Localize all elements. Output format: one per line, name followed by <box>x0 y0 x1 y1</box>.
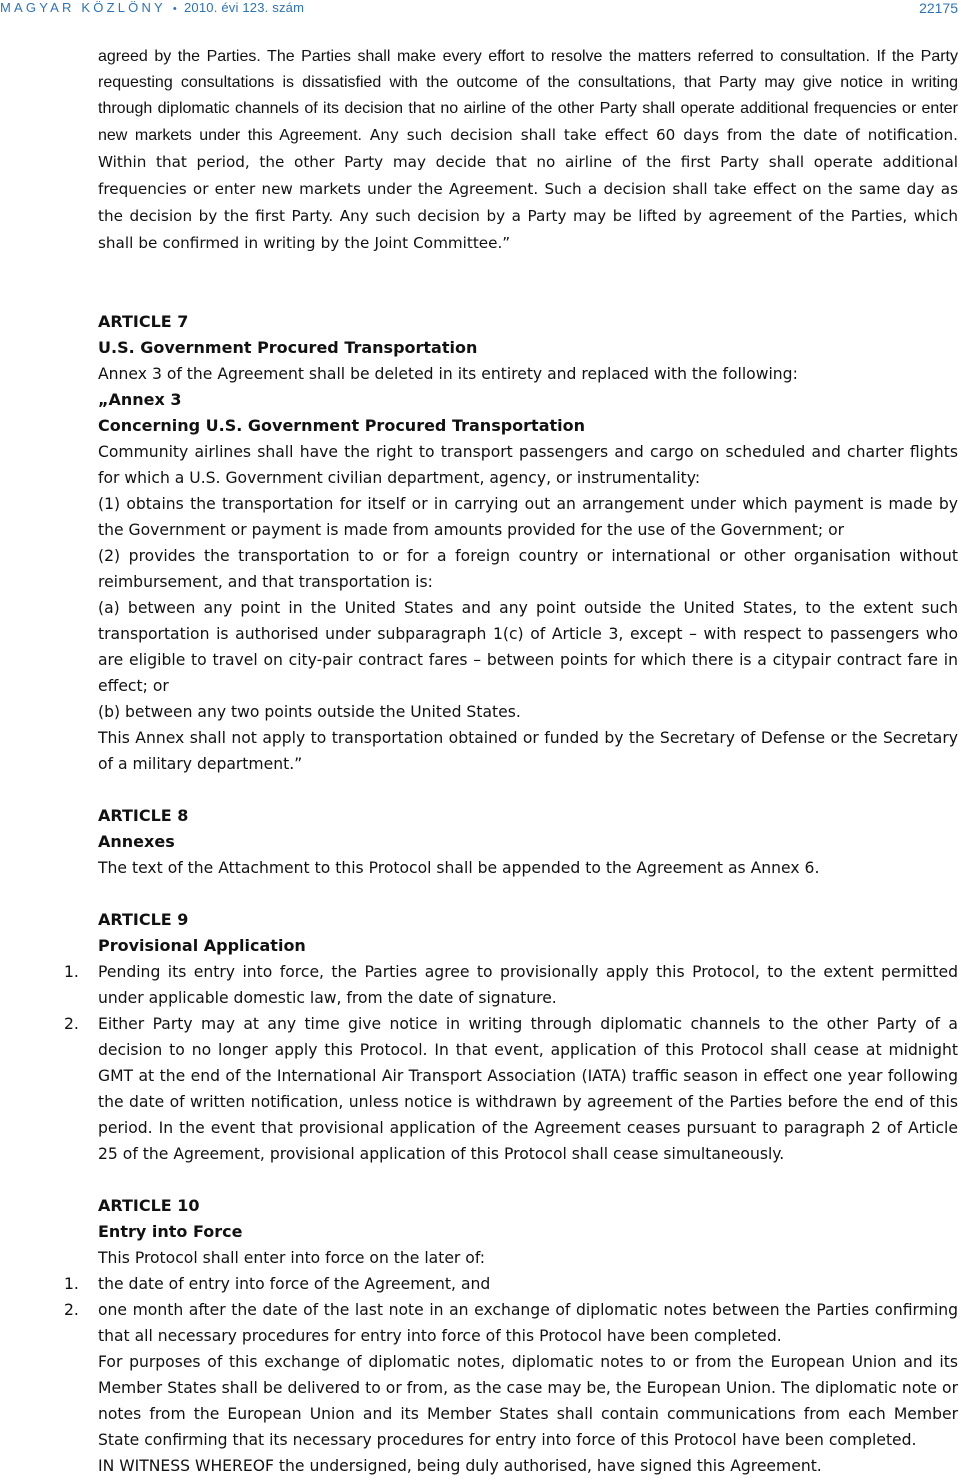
item-number: 1. <box>64 1275 79 1293</box>
journal-title: MAGYAR KÖZLÖNY <box>0 0 166 15</box>
annex-3-title: „Annex 3 <box>98 390 182 409</box>
annex-3-clause-2: (2) provides the transportation to or for a foreign country or international or other organisation without reimbursement, and that transportation is: <box>98 547 958 591</box>
article-10-paragraph: For purposes of this exchange of diplomatic notes, diplomatic notes to or from the European Union and its Member States shall be delivered to or from, as the case may be, the European Union. The diplomatic note or notes from the European Union and its Member States shall contain communications from each Member State confirming that its necessary procedures for entry into force of this Protocol have been completed. <box>98 1353 958 1449</box>
item-number: 1. <box>64 963 79 981</box>
witness-clause: IN WITNESS WHEREOF the undersigned, being duly authorised, have signed this Agreement. <box>98 1457 822 1475</box>
item-text: the date of entry into force of the Agreement, and <box>98 1275 491 1293</box>
running-head <box>0 0 304 17</box>
article-9-item <box>0 1011 958 1167</box>
article-8-number: ARTICLE 8 <box>98 806 189 825</box>
annex-3-clause-b: (b) between any two points outside the United States. <box>98 703 521 721</box>
spacer <box>0 777 958 803</box>
article-9-title: Provisional Application <box>98 936 306 955</box>
item-text: Either Party may at any time give notice in writing through diplomatic channels to the other Party of a decision to no longer apply this Protocol. In that event, application of this Protocol shall cease at midnight GMT at the end of the International Air Transport Association (IATA) traffic season in effect one year following the date of written notification, unless notice is withdrawn by agreement of the Parties before the end of this period. In the event that provisional application of the Agreement ceases pursuant to paragraph 2 of Article 25 of the Agreement, provisional application of this Protocol shall cease simultaneously. <box>98 1015 958 1163</box>
article-10-item <box>0 1297 958 1349</box>
article-8 <box>0 803 958 881</box>
continued-paragraph <box>0 44 958 257</box>
annex-3-paragraph: Community airlines shall have the right to transport passengers and cargo on scheduled and charter flights for which a U.S. Government civilian department, agency, or instrumentality: <box>98 443 958 487</box>
article-8-title: Annexes <box>98 832 175 851</box>
article-10-item <box>0 1271 958 1297</box>
annex-3-exclusion: This Annex shall not apply to transportation obtained or funded by the Secretary of Defense or the Secretary of a military department.” <box>98 729 958 773</box>
spacer <box>0 283 958 309</box>
page-number: 22175 <box>919 0 958 16</box>
continued-paragraph-part2: Any such decision shall take effect 60 days from the date of notification. Within that period, the other Party may decide that no airline of the first Party shall operate additional frequencies or enter new markets under the Agreement. Such a decision shall take effect on the same day as the decision by the first Party. Any such decision by a Party may be lifted by agreement of the Parties, which shall be confirmed in writing by the Joint Committee.” <box>98 126 958 252</box>
article-7-number: ARTICLE 7 <box>98 312 189 331</box>
issue-label: 2010. évi 123. szám <box>183 0 305 15</box>
item-text: Pending its entry into force, the Parties agree to provisionally apply this Protocol, to the extent permitted under applicable domestic law, from the date of signature. <box>98 963 958 1007</box>
article-9-number: ARTICLE 9 <box>98 910 189 929</box>
annex-3-clause-1: (1) obtains the transportation for itself or in carrying out an arrangement under which payment is made by the Government or payment is made from amounts provided for the use of the Government; or <box>98 495 958 539</box>
article-9 <box>0 907 958 1167</box>
article-7 <box>0 309 958 777</box>
article-10-number: ARTICLE 10 <box>98 1196 200 1215</box>
article-7-title: U.S. Government Procured Transportation <box>98 338 478 357</box>
article-7-intro: Annex 3 of the Agreement shall be deleted in its entirety and replaced with the following: <box>98 365 798 383</box>
page-body <box>0 44 958 1479</box>
item-text: one month after the date of the last note in an exchange of diplomatic notes between the Parties confirming that all necessary procedures for entry into force of this Protocol have been completed. <box>98 1301 958 1345</box>
spacer <box>0 1167 958 1193</box>
article-10-title: Entry into Force <box>98 1222 243 1241</box>
page-header <box>0 0 958 20</box>
annex-3-subtitle: Concerning U.S. Government Procured Transportation <box>98 416 586 435</box>
article-10-intro: This Protocol shall enter into force on the later of: <box>98 1249 486 1267</box>
spacer <box>0 881 958 907</box>
item-number: 2. <box>64 1015 79 1033</box>
annex-3-clause-a: (a) between any point in the United States and any point outside the United States, to the extent such transportation is authorised under subparagraph 1(c) of Article 3, except – with respect to passengers who are eligible to travel on city-pair contract fares – between points for which there is a citypair contract fare in effect; or <box>98 599 958 695</box>
article-10 <box>0 1193 958 1479</box>
bullet-separator: • <box>172 3 177 15</box>
continued-paragraph-part1: agreed by the Parties. The Parties shall make every effort to resolve the matters referred to consultation. If the Party requesting consultations is dissatisfied with the outcome of the consultations, that Party may give notice in writing through diplomatic channels of its decision that no airline of the other Party shall operate additional frequencies or enter new markets under this Agreement. <box>98 48 958 144</box>
spacer <box>0 257 958 283</box>
item-number: 2. <box>64 1301 79 1319</box>
article-9-item <box>0 959 958 1011</box>
article-8-paragraph: The text of the Attachment to this Protocol shall be appended to the Agreement as Annex 6. <box>98 859 820 877</box>
